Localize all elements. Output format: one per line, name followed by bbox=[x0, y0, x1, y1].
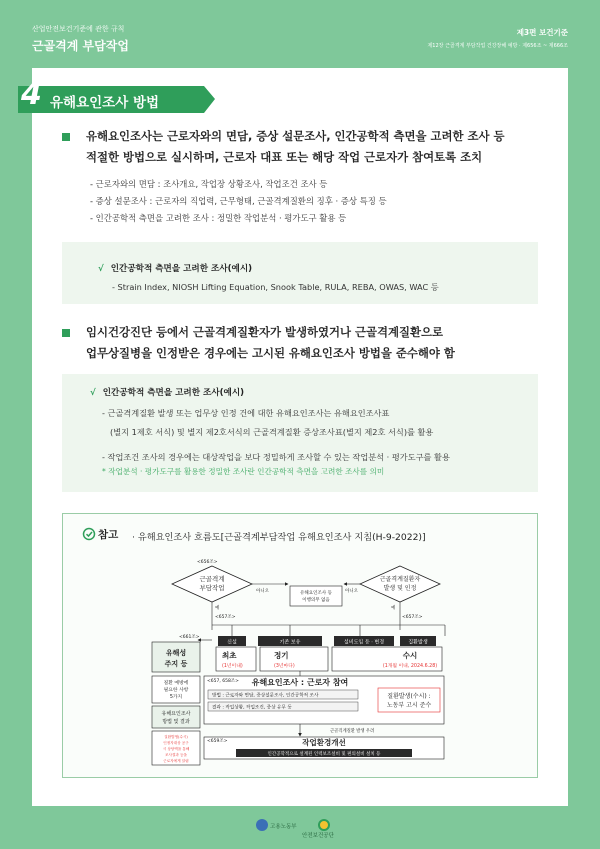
col-regular: 기존 보유 bbox=[279, 639, 301, 646]
result-detail-3: 시 상당액을 통해 bbox=[162, 747, 190, 751]
first-sub: (1년이내) bbox=[222, 664, 243, 669]
ministry-name: 고용노동부 bbox=[270, 824, 297, 830]
result-detail-4: 조사결과 등을 bbox=[165, 753, 187, 757]
no-obligation-line2: 이행의무 없음 bbox=[302, 598, 330, 603]
notice-line2: 주지 등 bbox=[164, 660, 188, 668]
result-line2: 방법 및 결과 bbox=[162, 719, 190, 725]
chapter-label: 제12장 근골격계 부담작업 건강장해 예방 · 제656조 ~ 제666조 bbox=[427, 43, 568, 49]
ref-661: <661조> bbox=[179, 635, 200, 640]
yes-label-1: 예 bbox=[215, 606, 220, 611]
q1-line1: 근골격계 bbox=[199, 575, 225, 583]
result-line1: 유해요인조사 bbox=[161, 711, 191, 717]
agency-name: 안전보건공단 bbox=[302, 833, 334, 839]
q1-line2: 부담작업 bbox=[199, 584, 225, 592]
check-mark-icon: √ bbox=[98, 264, 104, 274]
notice-line1: 유해성 bbox=[165, 649, 187, 657]
col-new: 신설 bbox=[227, 639, 237, 646]
q2-line2: 발생 및 인정 bbox=[383, 585, 417, 592]
improvement-title: 작업환경개선 bbox=[302, 738, 346, 747]
list-item: - 근골격계질환 발생 또는 업무상 인정 건에 대한 유해요인조사는 유해요인조사표 bbox=[102, 408, 390, 418]
part-label: 제3편 보건기준 bbox=[516, 28, 568, 37]
disease-notice-2: 노동부 고시 준수 bbox=[386, 702, 432, 709]
q2-line1: 근골격계질환자 bbox=[379, 576, 421, 583]
no-obligation-line1: 유해요인조사 등 bbox=[300, 591, 332, 596]
ref-657b: <657조> bbox=[402, 615, 423, 620]
survey-result: 결과 : 작업상황, 작업조건, 증상 유무 등 bbox=[212, 705, 292, 711]
notice-detail-1: 질환 예방에 bbox=[163, 681, 189, 686]
block1-line1: 유해요인조사는 근로자와의 면담, 증상 설문조사, 인간공학적 측면을 고려한 조사 등 bbox=[86, 129, 505, 143]
result-detail-5: 근로자에게 알림 bbox=[163, 759, 189, 763]
no-obligation-box bbox=[290, 586, 342, 606]
ref-657-658: <657, 658조> bbox=[207, 679, 239, 684]
kosha-logo-icon bbox=[318, 819, 330, 831]
block2-line2: 업무상질병을 인정받은 경우에는 고시된 유해요인조사 방법을 준수해야 함 bbox=[86, 346, 455, 360]
footnote: * 작업분석 · 평가도구를 활용한 정밀한 조사란 인간공학적 측면을 고려한 조사를 의미 bbox=[102, 467, 385, 476]
check-mark-icon: √ bbox=[90, 388, 96, 398]
document-title: 근골격계 부담작업 bbox=[32, 39, 129, 53]
ref-656: <656조> bbox=[197, 560, 218, 565]
survey-title: 유해요인조사 : 근로자 참여 bbox=[251, 678, 349, 687]
section-number: 4 bbox=[21, 77, 42, 112]
notice-detail-2: 필요한 사항 bbox=[163, 688, 189, 693]
anytime-sub: (1개월 이내, 2024.6.28) bbox=[382, 664, 438, 669]
regular-label: 정기 bbox=[274, 651, 289, 660]
example1-title-text: 인간공학적 측면을 고려한 조사(예시) bbox=[110, 264, 253, 274]
list-item: (별지 1제호 서식) 및 별지 제2호서식의 근골격계질환 증상조사표(별지 제2호 서식)를 활용 bbox=[110, 427, 434, 437]
anytime-label: 수시 bbox=[402, 651, 418, 660]
improvement-detail: 인간공학적으로 설계된 인력보조설비 및 편의설비 설치 등 bbox=[267, 752, 381, 757]
reference-label: 참고 bbox=[98, 529, 119, 541]
example1-item: - Strain Index, NIOSH Lifting Equation, Snook Table, RULA, REBA, OWAS, WAC 등 bbox=[112, 282, 439, 292]
ref-657a: <657조> bbox=[215, 615, 236, 620]
reference-title: · 유해요인조사 흐름도[근골격계부담작업 유해요인조사 지침(H-9-2022)] bbox=[132, 532, 426, 543]
decision-diamond-2 bbox=[360, 566, 440, 602]
survey-method: 방법 : 근로자와 면담, 증상설문조사, 인간공학적 조사 bbox=[212, 693, 319, 699]
ref-659: <659조> bbox=[207, 739, 228, 744]
col-disease: 질환발생 bbox=[408, 639, 428, 646]
list-item: - 인간공학적 측면을 고려한 조사 : 정밀한 작업분석 · 평가도구 활용 등 bbox=[90, 213, 347, 223]
list-item: - 근로자와의 면담 : 조사개요, 작업장 상황조사, 작업조건 조사 등 bbox=[90, 179, 328, 189]
block1-line2: 적절한 방법으로 실시하며, 근로자 대표 또는 해당 작업 근로자가 참여토록 조치 bbox=[86, 150, 483, 164]
col-change: 설비도입 등 · 변경 bbox=[343, 639, 385, 646]
example2-title-text: 인간공학적 측면을 고려한 조사(예시) bbox=[102, 388, 245, 398]
regulation-subtitle: 산업안전보건기준에 관한 규칙 bbox=[32, 25, 125, 33]
ministry-logo-icon bbox=[256, 819, 268, 831]
no-label-1: 아니오 bbox=[256, 589, 270, 594]
hazard-found: 근골격계질환 발생 우려 bbox=[330, 729, 375, 734]
list-item: - 작업조건 조사의 경우에는 대상작업을 보다 정밀하게 조사할 수 있는 작업분석 · 평가도구를 활용 bbox=[102, 452, 450, 462]
no-label-2: 아니오 bbox=[345, 589, 359, 594]
result-detail-1: 질환발생(수시) bbox=[164, 735, 188, 739]
section-title: 유해요인조사 방법 bbox=[50, 95, 160, 111]
yes-label-2: 예 bbox=[391, 606, 396, 611]
disease-notice-1: 질환발생(수시) : bbox=[387, 693, 431, 700]
list-item: - 증상 설문조사 : 근로자의 직업력, 근무형태, 근골격계질환의 징후 · 증상 특징 등 bbox=[90, 196, 387, 206]
regular-sub: (3년마다) bbox=[274, 664, 295, 669]
result-detail-2: 인정자대상 공구 bbox=[163, 741, 189, 745]
block2-line1: 임시건강진단 등에서 근골격계질환자가 발생하였거나 근골격계질환으로 bbox=[86, 325, 443, 339]
notice-detail-3: 5가지 bbox=[169, 695, 183, 700]
first-label: 최초 bbox=[222, 651, 237, 660]
